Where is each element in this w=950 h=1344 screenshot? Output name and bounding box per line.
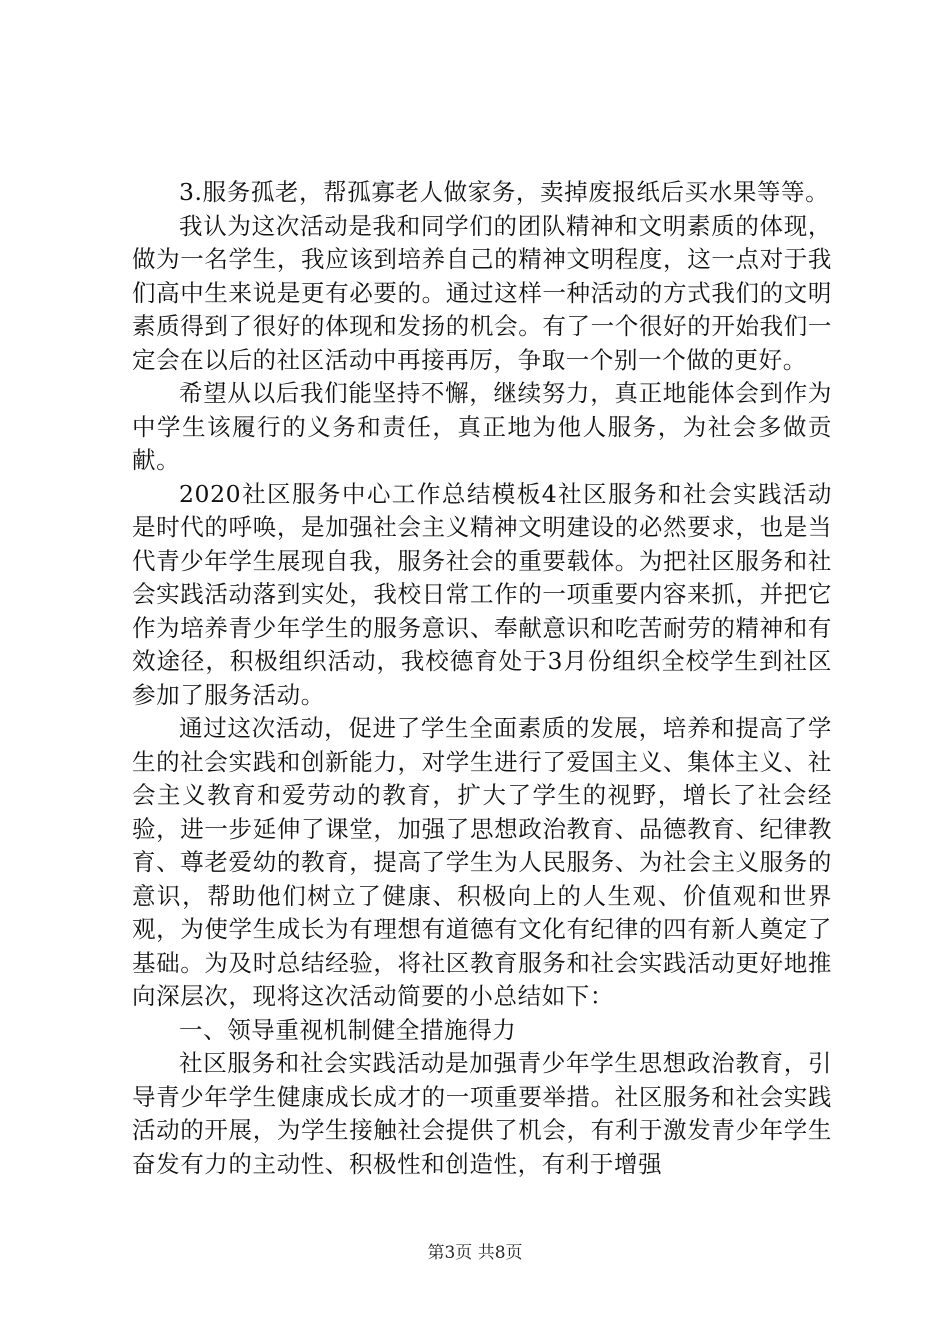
- document-body: [132, 176, 832, 1181]
- paragraph-hope: 希望从以后我们能坚持不懈，继续努力，真正地能体会到作为中学生该履行的义务和责任，真正地为他人服务，为社会多做贡献。: [132, 379, 832, 474]
- paragraph-team-spirit: 我认为这次活动是我和同学们的团队精神和文明素质的体现，做为一名学生，我应该到培养自己的精神文明程度，这一点对于我们高中生来说是更有必要的。通过这样一种活动的方式我们的文明素质得到了很好的体现和发扬的机会。有了一个很好的开始我们一定会在以后的社区活动中再接再厉，争取一个别一个做的更好。: [132, 211, 832, 374]
- paragraph-summary-template-4: 2020社区服务中心工作总结模板4社区服务和社会实践活动是时代的呼唤，是加强社会主义精神文明建设的必然要求，也是当代青少年学生展现自我，服务社会的重要载体。为把社区服务和社会实践活动落到实处，我校日常工作的一项重要内容来抓，并把它作为培养青少年学生的服务意识、奉献意识和吃苦耐劳的精神和有效途径，积极组织活动，我校德育处于3月份组织全校学生到社区参加了服务活动。: [132, 479, 832, 709]
- page-number-footer: 第3页 共8页: [427, 1243, 523, 1263]
- paragraph-community-practice: 社区服务和社会实践活动是加强青少年学生思想政治教育，引导青少年学生健康成长成才的一项重要举措。社区服务和社会实践活动的开展，为学生接触社会提供了机会，有利于激发青少年学生奋发有力的主动性、积极性和创造性，有利于增强: [132, 1049, 832, 1178]
- paragraph-activity-effects: 通过这次活动，促进了学生全面素质的发展，培养和提高了学生的社会实践和创新能力，对学生进行了爱国主义、集体主义、社会主义教育和爱劳动的教育，扩大了学生的视野，增长了社会经验，进一步延伸了课堂，加强了思想政治教育、品德教育、纪律教育、尊老爱幼的教育，提高了学生为人民服务、为社会主义服务的意识，帮助他们树立了健康、积极向上的人生观、价值观和世界观，为使学生成长为有理想有道德有文化有纪律的四有新人奠定了基础。为及时总结经验，将社区教育服务和社会实践活动更好地推向深层次，现将这次活动简要的小总结如下：: [132, 714, 832, 1010]
- paragraph-service-elderly: 3.服务孤老，帮孤寡老人做家务，卖掉废报纸后买水果等等。: [179, 178, 830, 206]
- section-heading-leadership: 一、领导重视机制健全措施得力: [179, 1015, 517, 1044]
